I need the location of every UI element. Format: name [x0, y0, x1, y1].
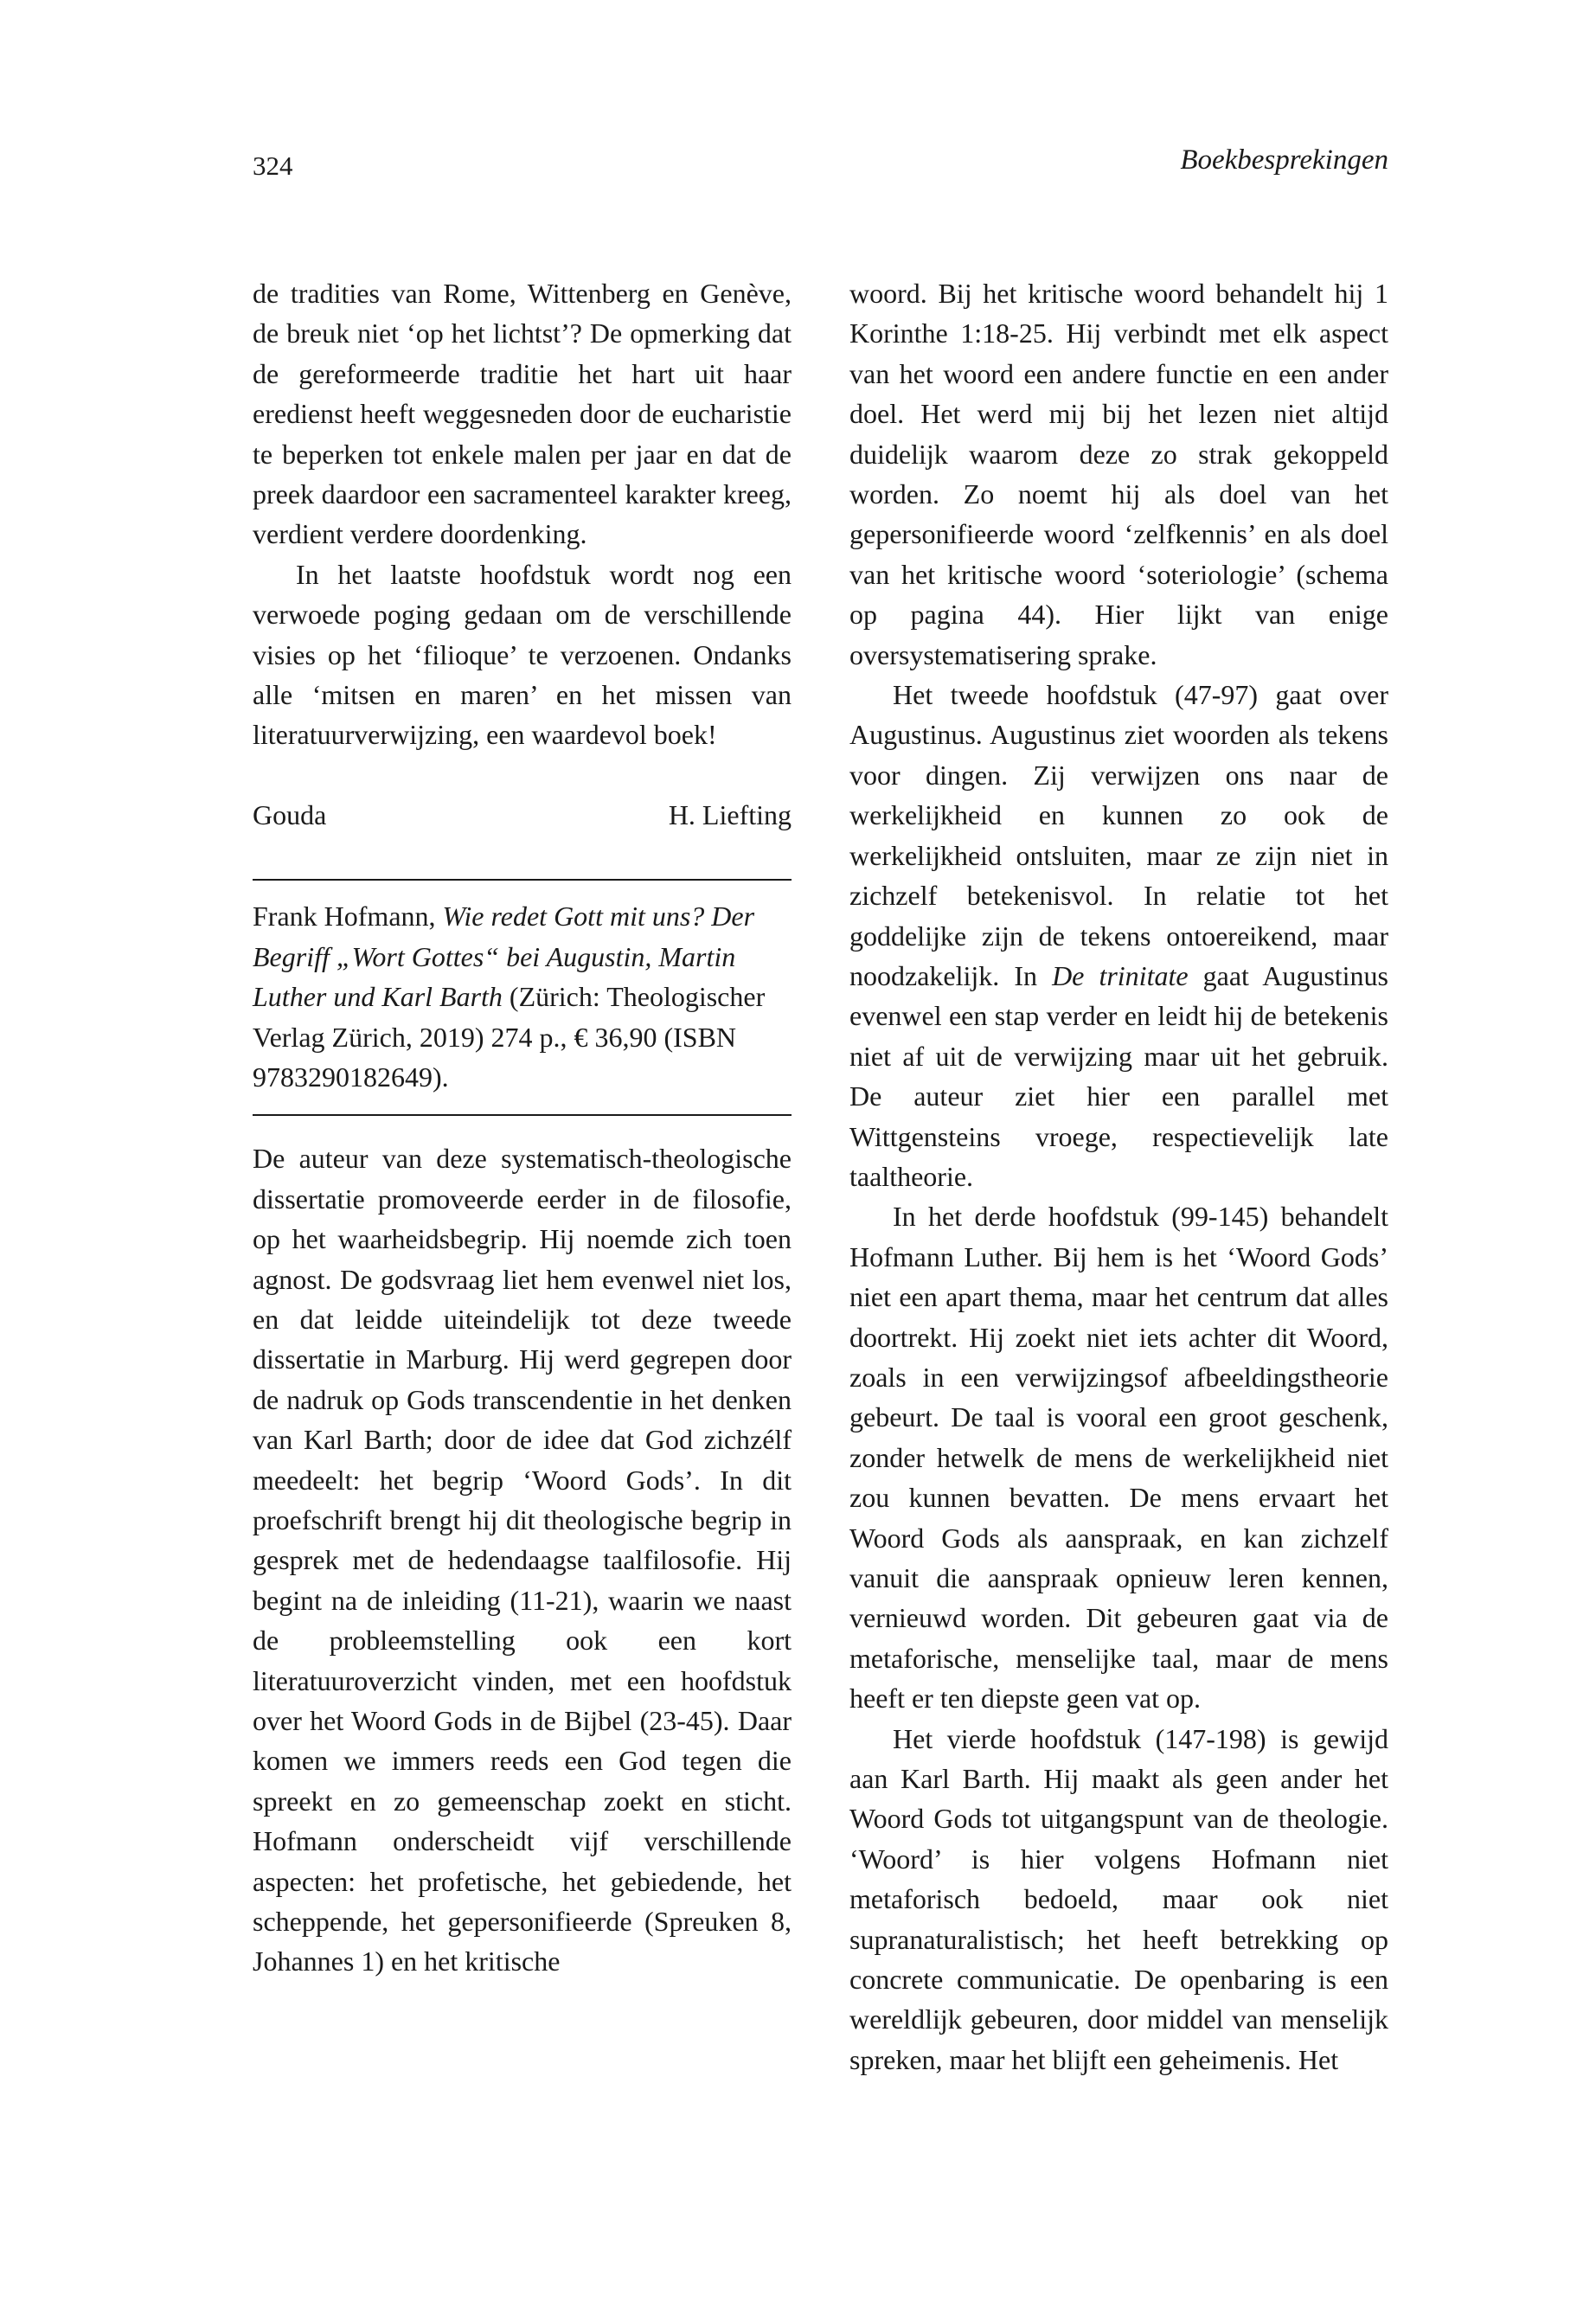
reference-publication: (Zürich: Theologischer Verlag Zürich, 2019) 274 p., € 36,90 (ISBN 9783290182649). [253, 981, 766, 1093]
signature-place: Gouda [253, 798, 327, 830]
divider-top [253, 879, 792, 881]
paragraph-continuation: de tradities van Rome, Wittenberg en Genève, de breuk niet ‘op het lichtst’? De opmerking dat de gereformeerde traditie het hart uit haar eredienst heeft weggesneden door de eucharistie te beperken tot enkele malen per jaar en dat de preek daardoor een sacramenteel karakter kreeg, verdient verdere doordenking. [253, 278, 792, 550]
review-signature [253, 795, 792, 835]
paragraph-conclusion: In het laatste hoofdstuk wordt nog een verwoede poging gedaan om de verschillende visies op het ‘filioque’ te verzoenen. Ondanks alle ‘mitsen en maren’ en het missen van literatuurverwijzing, een waardevol boek! [253, 558, 792, 751]
page-number: 324 [253, 151, 293, 181]
running-header-title: Boekbesprekingen [1180, 144, 1388, 176]
augustinus-text-start: Het tweede hoofdstuk (47-97) gaat over Augustinus. Augustinus ziet woorden als tekens voor dingen. Zij verwijzen ons naar de werkelijkheid en kunnen zo ook de werkelijkheid ontsluiten, maar ze zijn niet in zichzelf betekenisvol. In relatie tot het goddelijke zijn de tekens ontoereikend, maar noodzakelijk. In [849, 679, 1388, 991]
reference-title: Wie redet Gott mit uns? Der Begriff „Wort Gottes“ bei Augustin, Martin Luther und Karl Barth [253, 901, 755, 1013]
right-column [849, 273, 1388, 2080]
paragraph-aspects: woord. Bij het kritische woord behandelt hij 1 Korinthe 1:18-25. Hij verbindt met elk aspect van het woord een andere functie en een ander doel. Het werd mij bij het lezen niet altijd duidelijk waarom deze zo strak gekoppeld worden. Zo noemt hij als doel van het gepersonifieerde woord ‘zelfkennis’ en als doel van het kritische woord ‘soteriologie’ (schema op pagina 44). Hier lijkt van enige oversystematisering sprake. [849, 278, 1388, 670]
augustinus-text-end: gaat Augustinus evenwel een stap verder en leidt hij de betekenis niet af uit de verwijzing maar uit het gebruik. De auteur ziet hier een parallel met Wittgensteins vroege, respectievelijk late taaltheorie. [849, 959, 1388, 1192]
book-reference [253, 896, 792, 1097]
paragraph-luther: In het derde hoofdstuk (99-145) behandelt Hofmann Luther. Bij hem is het ‘Woord Gods’ niet een apart thema, maar het centrum dat alles doortrekt. Hij zoekt niet iets achter dit Woord, zoals in een verwijzingsof afbeeldingstheorie gebeurt. De taal is vooral een groot geschenk, zonder hetwelk de mens de werkelijkheid niet zou kunnen bevatten. De mens ervaart het Woord Gods als aanspraak, en kan zichzelf vanuit die aanspraak opnieuw leren kennen, vernieuwd worden. Dit gebeuren gaat via de metaforische, menselijke taal, maar de mens heeft er ten diepste geen vat op. [849, 1201, 1388, 1715]
divider-bottom [253, 1114, 792, 1116]
reference-author: Frank Hofmann, [253, 901, 436, 933]
left-column [253, 273, 792, 1982]
augustinus-italic-title: De trinitate [1052, 959, 1189, 991]
signature-name: H. Liefting [668, 798, 792, 830]
paragraph-review-intro: De auteur van deze systematisch-theologische dissertatie promoveerde eerder in de filosofie, op het waarheidsbegrip. Hij noemde zich toen agnost. De godsvraag liet hem evenwel niet los, en dat leidde uiteindelijk tot deze tweede dissertatie in Marburg. Hij werd gegrepen door de nadruk op Gods transcendentie in het denken van Karl Barth; door de idee dat God zichzélf meedeelt: het begrip ‘Woord Gods’. In dit proefschrift brengt hij dit theologische begrip in gesprek met de hedendaagse taalfilosofie. Hij begint na de inleiding (11-21), waarin we naast de probleemstelling ook een kort literatuuroverzicht vinden, met een hoofdstuk over het Woord Gods in de Bijbel (23-45). Daar komen we immers reeds een God tegen die spreekt en zo gemeenschap zoekt en sticht. Hofmann onderscheidt vijf verschillende aspecten: het profetische, het gebiedende, het scheppende, het gepersonifieerde (Spreuken 8, Johannes 1) en het kritische [253, 1143, 792, 1977]
paragraph-augustinus [849, 675, 1388, 1196]
paragraph-barth: Het vierde hoofdstuk (147-198) is gewijd aan Karl Barth. Hij maakt als geen ander het Woord Gods tot uitgangspunt van de theologie. ‘Woord’ is hier volgens Hofmann niet metaforisch bedoeld, maar ook niet supranaturalistisch; het heeft betrekking op concrete communicatie. De openbaring is een wereldlijk gebeuren, door middel van menselijk spreken, maar het blijft een geheimenis. Het [849, 1722, 1388, 2075]
